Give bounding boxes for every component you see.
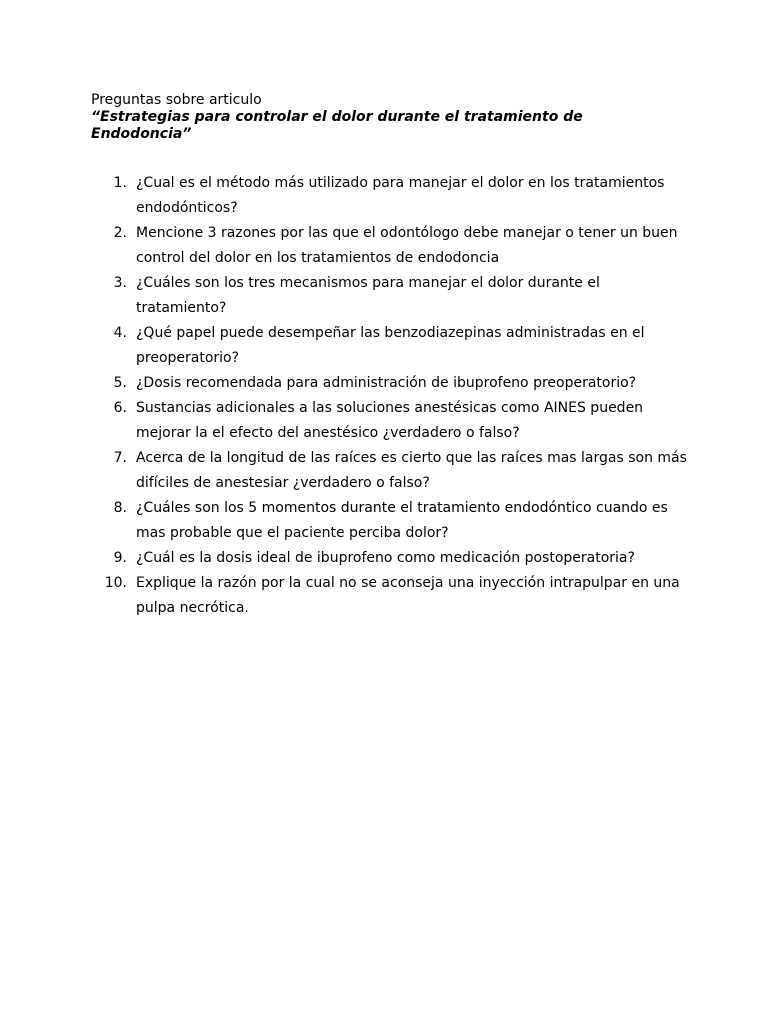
document-title: “Estrategias para controlar el dolor durante el tratamiento de Endodoncia” (91, 109, 583, 142)
list-item-number: 8. (113, 500, 127, 516)
question-list (91, 171, 691, 621)
list-item (91, 221, 691, 271)
list-item-text: ¿Qué papel puede desempeñar las benzodiazepinas administradas en el preoperatorio? (136, 325, 645, 366)
list-item-number: 2. (113, 225, 127, 241)
list-item-text: Acerca de la longitud de las raíces es cierto que las raíces mas largas son más difíciles de anestesiar ¿verdadero o falso? (136, 450, 687, 491)
list-item-text: Explique la razón por la cual no se aconseja una inyección intrapulpar en una pulpa necrótica. (136, 575, 680, 616)
list-item-number: 1. (113, 175, 127, 191)
list-item-text: Mencione 3 razones por las que el odontólogo debe manejar o tener un buen control del dolor en los tratamientos de endodoncia (136, 225, 678, 266)
list-item (91, 496, 691, 546)
list-item-number: 5. (113, 375, 127, 391)
list-item-number: 3. (113, 275, 127, 291)
list-item-number: 7. (113, 450, 127, 466)
document-label: Preguntas sobre articulo (91, 92, 262, 108)
list-item (91, 446, 691, 496)
list-item-number: 10. (104, 575, 127, 591)
list-item-text: ¿Cuáles son los tres mecanismos para manejar el dolor durante el tratamiento? (136, 275, 600, 316)
list-item (91, 546, 691, 571)
list-item (91, 321, 691, 371)
list-item-number: 6. (113, 400, 127, 416)
list-item-text: Sustancias adicionales a las soluciones anestésicas como AINES pueden mejorar la el efecto del anestésico ¿verdadero o falso? (136, 400, 644, 441)
list-item-text: ¿Dosis recomendada para administración de ibuprofeno preoperatorio? (136, 375, 637, 391)
list-item (91, 171, 691, 221)
list-item-number: 9. (113, 550, 127, 566)
list-item (91, 571, 691, 621)
list-item-text: ¿Cuáles son los 5 momentos durante el tratamiento endodóntico cuando es mas probable que el paciente perciba dolor? (136, 500, 668, 541)
list-item-text: ¿Cuál es la dosis ideal de ibuprofeno como medicación postoperatoria? (136, 550, 635, 566)
list-item-number: 4. (113, 325, 127, 341)
list-item-text: ¿Cual es el método más utilizado para manejar el dolor en los tratamientos endodónticos? (136, 175, 665, 216)
list-item (91, 271, 691, 321)
list-item (91, 371, 691, 396)
list-item (91, 396, 691, 446)
